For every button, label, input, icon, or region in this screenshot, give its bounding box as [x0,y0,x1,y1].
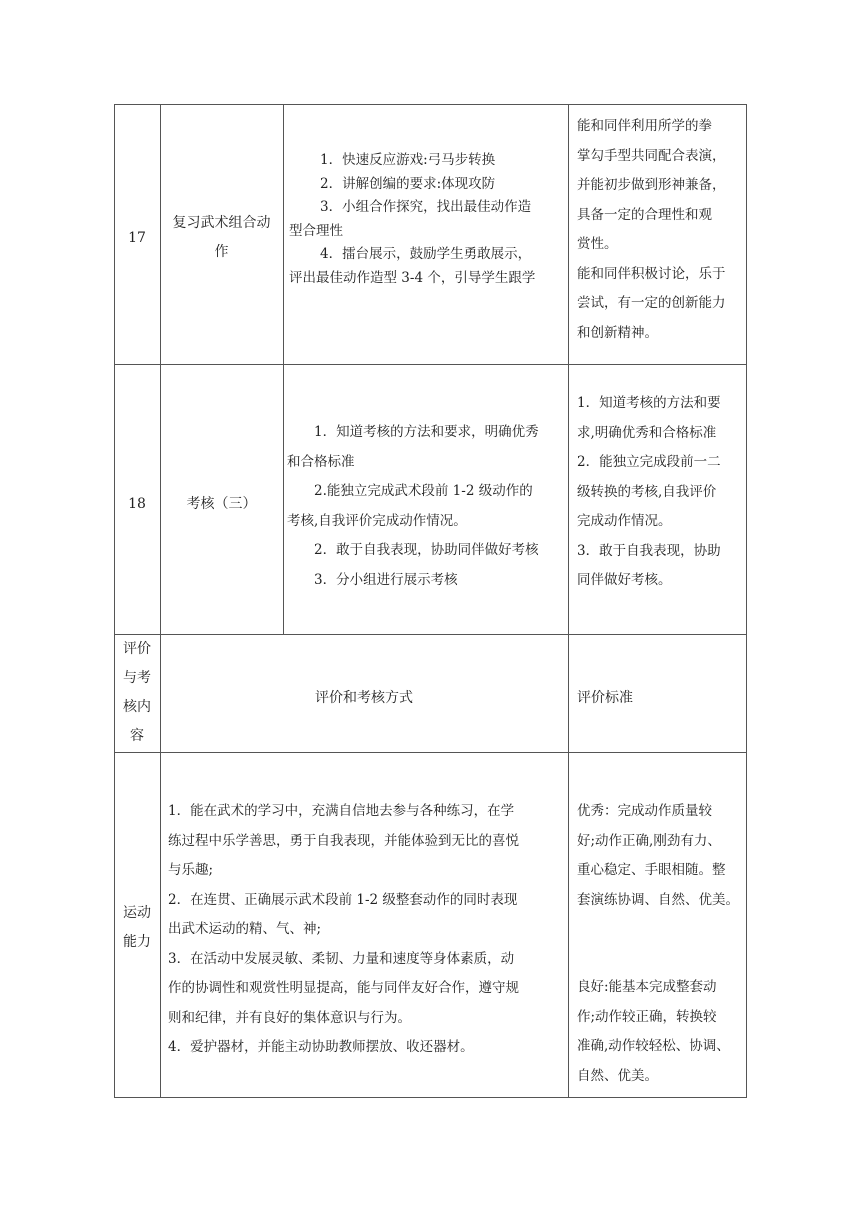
row-17-goal-line: 掌勾手型共同配合表演， [577,147,726,164]
row-18-process-line: 2.能独立完成武术段前 1-2 级动作的 [314,483,533,499]
row-18-goal-line: 2．能独立完成段前一二 [577,454,721,470]
row-17-goals [577,112,745,348]
row-18-process [287,418,565,595]
row-17-process-line: 型合理性 [289,222,343,239]
ability-label [114,899,160,957]
ability-method-line: 3．在活动中发展灵敏、柔韧、力量和速度等身体素质，动 [168,950,515,967]
row-17-topic [160,209,283,267]
ability-method-line: 出武术运动的精、气、神; [168,921,322,937]
row-divider-18-eval [114,634,747,635]
ability-standard-line: 良好:能基本完成整套动 [577,979,717,995]
eval-method-header: 评价和考核方式 [315,690,413,706]
ability-method-line: 作的协调性和观赏性明显提高，能与同伴友好合作，遵守规 [168,980,519,996]
table-border-right [746,104,747,1097]
row-divider-eval-ability [114,752,747,753]
row-18-goal-line: 3．敢于自我表现，协助 [577,542,721,559]
row-18-topic-line: 考核（三） [186,496,257,512]
eval-label-line: 与考 [123,670,151,686]
ability-method-line: 1．能在武术的学习中，充满自信地去参与各种练习，在学 [168,803,515,819]
ability-standard-line: 套演练协调、自然、优美。 [577,891,739,908]
column-divider-goal [568,104,569,1097]
ability-standard-line: 作;动作较正确，转换较 [577,1008,717,1025]
row-17-goal-line: 尝试，有一定的创新能力 [577,295,726,311]
ability-standard-line: 自然、优美。 [577,1067,658,1084]
ability-label-line: 能力 [123,934,151,950]
row-18-process-line: 1．知道考核的方法和要求，明确优秀 [314,424,539,440]
ability-method-line: 练过程中乐学善思，勇于自我表现，并能体验到无比的喜悦 [168,832,519,849]
ability-standard-excellent [577,797,745,915]
row-18-topic [160,490,283,519]
row-18-number: 18 [128,496,146,512]
row-17-goal-line: 能和同伴积极讨论，乐于 [577,265,726,282]
ability-standard-good [577,973,745,1091]
row-17-topic-line: 复习武术组合动 [172,215,271,231]
row-17-process-line: 2．讲解创编的要求:体现攻防 [320,175,496,192]
ability-standard-line: 好;动作正确,刚劲有力、 [577,832,721,849]
ability-method-line: 与乐趣; [168,862,214,878]
ability-standard-line: 优秀：完成动作质量较 [577,803,712,819]
row-18-goal-line: 同伴做好考核。 [577,572,672,588]
ability-methods [168,797,566,1063]
row-17-goal-line: 并能初步做到形神兼备， [577,177,726,193]
row-17-process-line: 评出最佳动作造型 3-4 个，引导学生跟学 [289,269,536,286]
row-18-process-line: 考核,自我评价完成动作情况。 [287,512,467,529]
row-18-goal-line: 1．知道考核的方法和要 [577,395,721,411]
ability-standard-line: 重心稳定、手眼相随。整 [577,862,726,878]
table-border-top [114,104,747,105]
row-divider-17-18 [114,364,747,365]
row-18-process-line: 2．敢于自我表现，协助同伴做好考核 [314,542,539,558]
ability-method-line: 4．爱护器材，并能主动协助教师摆放、收还器材。 [168,1039,474,1055]
row-17-goal-line: 具备一定的合理性和观 [577,206,712,223]
ability-standard-line: 准确,动作较轻松、协调、 [577,1038,730,1054]
column-divider-topic [283,104,284,634]
eval-standard-header: 评价标准 [577,690,633,706]
eval-label-line: 评价 [123,641,151,657]
eval-content-label [114,635,160,751]
row-17-number: 17 [128,230,146,246]
row-17-process [289,149,565,290]
row-18-process-line: 和合格标准 [287,453,355,470]
ability-method-line: 则和纪律，并有良好的集体意识与行为。 [168,1009,411,1026]
row-17-process-line: 1．快速反应游戏:弓马步转换 [320,152,496,168]
row-18-goal-line: 级转换的考核,自我评价 [577,483,717,500]
row-17-process-line: 3．小组合作探究，找出最佳动作造 [320,199,532,215]
row-18-goal-line: 完成动作情况。 [577,513,672,529]
row-17-goal-line: 能和同伴利用所学的拳 [577,118,712,134]
table-border-bottom [114,1097,747,1098]
row-17-goal-line: 赏性。 [577,236,618,252]
eval-label-line: 容 [130,728,144,744]
row-18-goals [577,389,745,596]
ability-label-line: 运动 [123,905,151,921]
row-17-process-line: 4．擂台展示，鼓励学生勇敢展示， [320,246,532,262]
row-17-topic-line: 作 [214,244,229,260]
row-18-goal-line: 求,明确优秀和合格标准 [577,424,717,441]
ability-method-line: 2．在连贯、正确展示武术段前 1-2 级整套动作的同时表现 [168,891,518,908]
eval-label-line: 核内 [123,699,151,715]
row-18-process-line: 3．分小组进行展示考核 [314,571,458,588]
row-17-goal-line: 和创新精神。 [577,324,658,341]
